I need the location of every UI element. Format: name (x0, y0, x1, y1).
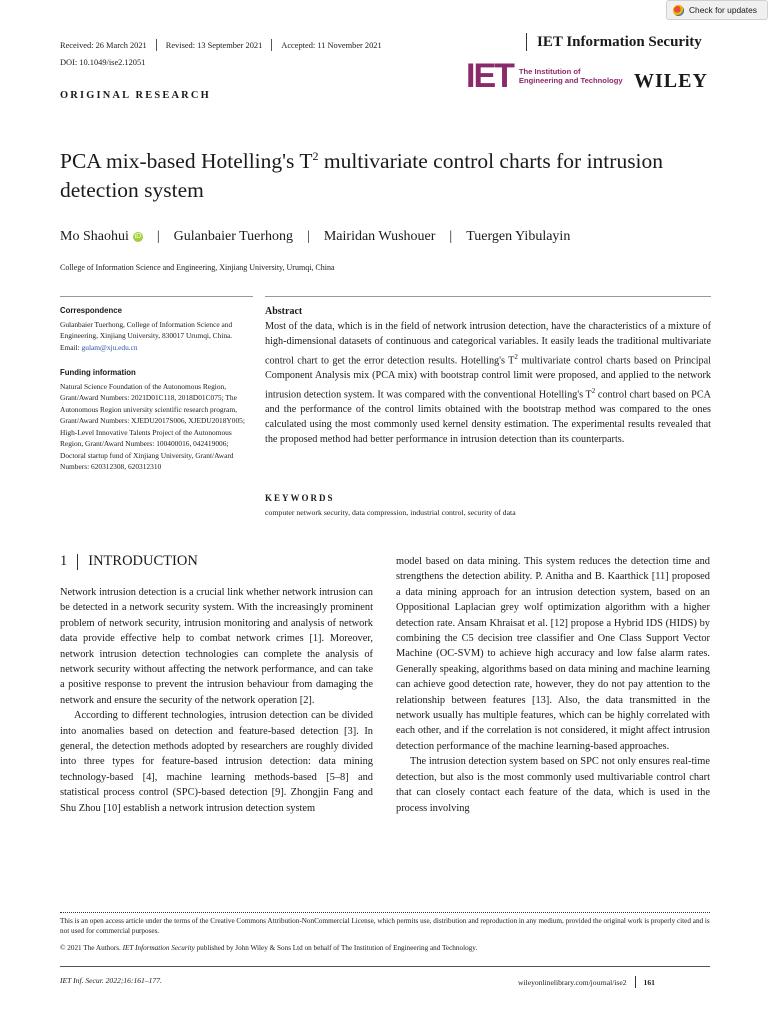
accepted-date: Accepted: 11 November 2021 (281, 40, 382, 50)
correspondence-heading: Correspondence (60, 306, 122, 315)
copyright-note (60, 944, 477, 952)
received-date: Received: 26 March 2021 (60, 40, 147, 50)
section-number: 1 (60, 553, 68, 569)
citation (60, 976, 162, 985)
article-title (60, 142, 700, 205)
copyright-journal: IET Information Security (122, 944, 195, 952)
email-link[interactable]: gulam@xju.edu.cn (81, 342, 138, 352)
keywords-heading: KEYWORDS (265, 493, 335, 503)
journal-title: IET Information Security (537, 33, 702, 50)
footer-right (518, 976, 655, 988)
author-name[interactable]: Mairidan Wushouer (323, 229, 436, 244)
divider (635, 976, 636, 988)
abstract-part3: control chart based on PCA and the performance of the control limits obtained with the bootstrap method was compared to the ones calculated using the most commonly used kernel density estimation. The experimental results revealed that the proposed method had better performance in intrusion detection than its counterparts. (265, 389, 711, 446)
journal-name (526, 33, 702, 51)
wiley-logo: WILEY (634, 70, 708, 92)
revised-date: Revised: 13 September 2021 (165, 40, 263, 50)
author-list (60, 229, 570, 245)
divider (526, 33, 527, 51)
author-name[interactable]: Gulanbaier Tuerhong (173, 229, 294, 244)
footnote-rule (60, 912, 710, 913)
article-sidebar (60, 305, 253, 473)
paragraph: According to different technologies, intrusion detection can be divided into anomalies based on detection and feature-based detection [3]. In general, the detection methods adopted by researchers are roughly divided into three types for feature-based intrusion detection: data mining technology-based [4], machine learning methods-based [5–8] and statistical process control (SPC)-based detection [9]. Zhongjin Fang and Shu Zhou [10] establish a network intrusion detection system (60, 710, 373, 814)
copyright-prefix: © 2021 The Authors. (60, 944, 123, 952)
author-name[interactable]: Tuergen Yibulayin (466, 229, 571, 244)
abstract-superscript: 2 (514, 352, 518, 361)
check-for-updates-button[interactable] (666, 0, 768, 20)
affiliation: College of Information Science and Engineering, Xinjiang University, Urumqi, China (60, 263, 335, 272)
section-heading (60, 553, 198, 570)
abstract-part1: Most of the data, which is in the field of network intrusion detection, have the characteristics of a mixture of high-dimensional datasets of continuous and categorical variables. It easily leads the traditional multivariate control chart to get the error detection results. Hotelling's T (265, 321, 711, 367)
iet-name (519, 67, 623, 85)
title-superscript: 2 (312, 149, 319, 163)
iet-name-line2: Engineering and Technology (518, 76, 623, 85)
divider (156, 39, 157, 51)
license-note: This is an open access article under the terms of the Creative Commons Attribution-NonCommercial License, which permits use, distribution and reproduction in any medium, provided the original work is properly cited and is not used for commercial purposes. (60, 917, 710, 935)
footer-rule (60, 966, 710, 967)
correspondence-email (60, 342, 253, 354)
divider (77, 554, 78, 570)
sidebar-rule (60, 296, 253, 297)
abstract-part2: multivariate control charts based on Principal Component Analysis mix (PCA mix) with bootstrap control limit were proposed, and applied to the network intrusion detection system. It was compared with the conventional Hotelling's T (265, 355, 711, 401)
correspondence-text: Gulanbaier Tuerhong, College of Information Science and Engineering, Xinjiang University, 830017 Urumqi, China. (60, 319, 233, 340)
divider: | (449, 229, 453, 244)
email-label: Email: (60, 342, 82, 352)
copyright-suffix: published by John Wiley & Sons Ltd on behalf of The Institution of Engineering and Technology. (194, 944, 478, 952)
journal-url[interactable]: wileyonlinelibrary.com/journal/ise2 (518, 977, 627, 987)
paragraph: The intrusion detection system based on SPC not only ensures real-time detection, but also is the most commonly used multivariable control chart that can closely contact each feature of the data, which is used in the process involving (396, 756, 710, 814)
divider (271, 39, 272, 51)
title-part2: multivariate control charts for intrusion detection system (60, 149, 664, 203)
abstract-heading: Abstract (265, 306, 303, 317)
iet-letters: IET (466, 57, 513, 95)
funding-text: Natural Science Foundation of the Autonomous Region, Grant/Award Numbers: 2021D01C118, 2018D01C075; The Autonomous Region university scientific research program, Grant/Award Numbers: XJEDU2017S006, XJEDU2018Y005; High-Level Innovative Talents Project of the Autonomous Region, Grant/Award Numbers: 100400016, 042419006; Doctoral startup fund of Xinjiang University, Grant/Award Numbers: 620312308, 620312310 (60, 381, 245, 471)
doi[interactable]: DOI: 10.1049/ise2.12051 (60, 58, 146, 67)
abstract-text (265, 320, 711, 448)
iet-name-line1: The Institution of (518, 67, 581, 76)
section-label: ORIGINAL RESEARCH (60, 90, 211, 101)
citation-text: IET Inf. Secur. 2022;16:161–177. (60, 976, 162, 985)
page-number: 161 (643, 977, 655, 987)
abstract-superscript: 2 (591, 387, 596, 396)
divider: | (307, 229, 310, 244)
abstract-rule (265, 296, 711, 297)
check-for-updates-label: Check for updates (689, 5, 757, 15)
orcid-icon[interactable]: iD (134, 233, 142, 240)
funding-heading: Funding information (60, 368, 136, 377)
divider: | (156, 229, 160, 244)
crossmark-icon (673, 5, 684, 16)
title-part1: PCA mix-based Hotelling's T (60, 149, 313, 174)
keywords-list: computer network security, data compression, industrial control, security of data (265, 508, 516, 517)
body-column-right (396, 554, 710, 816)
iet-logo (466, 57, 623, 95)
paragraph: Network intrusion detection is a crucial link whether network intrusion can be detected in a network security system. With the increasingly prominent problem of network security, intrusion monitoring and analysis of network data provide effective help to combat network crimes [1]. Moreover, network intrusion detection technologies can complete the analysis of network security without affecting the network performance, and can take a positive response to prevent the intrusion behaviour from damaging the network and ensure the security of the network operation [2]. (60, 587, 373, 706)
paragraph: model based on data mining. This system reduces the detection time and strengthens the detection ability. P. Anitha and B. Kaarthick [11] proposed a data mining approach for an intrusion detection system, based on an Oppositional Laplacian grey wolf optimization algorithm with a higher detection rate. Ansam Khraisat et al. [12] propose a Hybrid IDS (HIDS) by combining the C5 decision tree classifier and One Class Support Vector Machine (OC-SVM) to achieve high accuracy and low false alarm rates. Generally speaking, algorithms based on data mining and machine learning can achieve good detection rate, however, they do not pay attention to the relationship between features [13]. Also, the data transmitted in the network usually has multiple features, which can be highly correlated with each other, and if the correlation is not considered, it might affect intrusion detection performance of the machine learning-based approaches. (396, 556, 710, 752)
section-title: INTRODUCTION (88, 553, 198, 569)
body-column-left (60, 585, 373, 816)
article-dates (60, 39, 382, 51)
author-name[interactable]: Mo Shaohui (60, 229, 129, 244)
